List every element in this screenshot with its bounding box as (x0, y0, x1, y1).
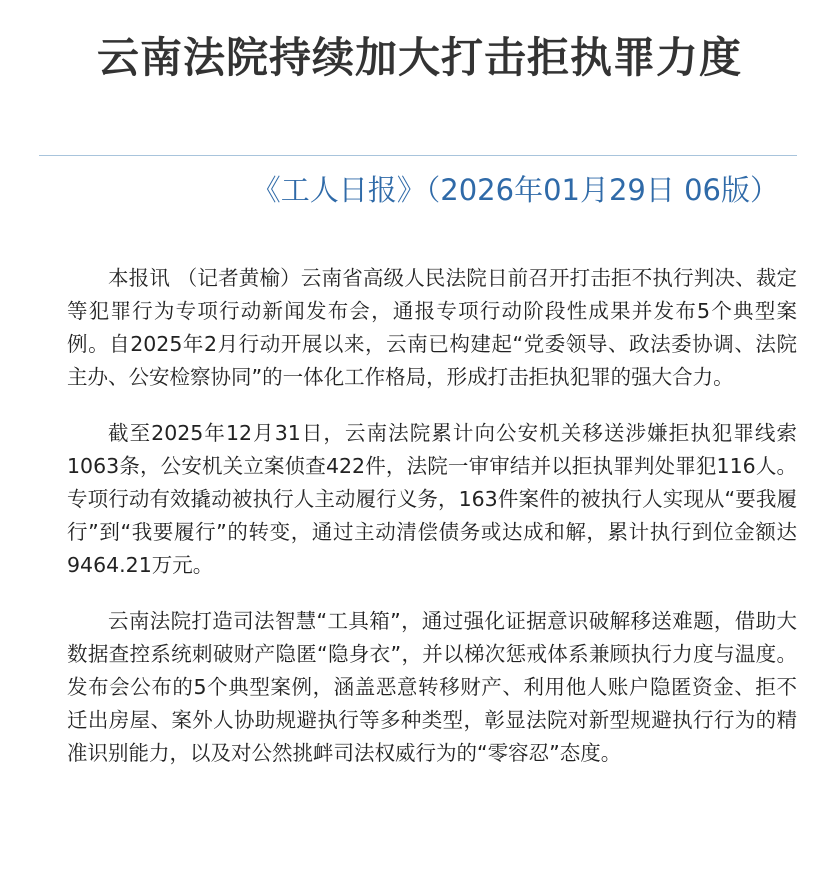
article-body (67, 262, 797, 793)
article-source: 《工人日报》（2026年01月29日 06版） (251, 173, 779, 207)
title-divider (39, 155, 797, 156)
paragraph-1: 本报讯 （记者黄榆）云南省高级人民法院日前召开打击拒不执行判决、裁定等犯罪行为专项行动新闻发布会，通报专项行动阶段性成果并发布5个典型案例。自2025年2月行动开展以来，云南已构建起“党委领导、政法委协调、法院主办、公安检察协同”的一体化工作格局，形成打击拒执犯罪的强大合力。 (67, 266, 797, 389)
paragraph-2: 截至2025年12月31日，云南法院累计向公安机关移送涉嫌拒执犯罪线索1063条，公安机关立案侦查422件，法院一审审结并以拒执罪判处罪犯116人。专项行动有效撬动被执行人主动履行义务，163件案件的被执行人实现从“要我履行”到“我要履行”的转变，通过主动清偿债务或达成和解，累计执行到位金额达9464.21万元。 (67, 421, 797, 577)
paragraph-3: 云南法院打造司法智慧“工具箱”，通过强化证据意识破解移送难题，借助大数据查控系统刺破财产隐匿“隐身衣”，并以梯次惩戒体系兼顾执行力度与温度。发布会公布的5个典型案例，涵盖恶意转移财产、利用他人账户隐匿资金、拒不迁出房屋、案外人协助规避执行等多种类型，彰显法院对新型规避执行行为的精准识别能力，以及对公然挑衅司法权威行为的“零容忍”态度。 (67, 609, 797, 765)
article-headline: 云南法院持续加大打击拒执罪力度 (96, 33, 742, 82)
